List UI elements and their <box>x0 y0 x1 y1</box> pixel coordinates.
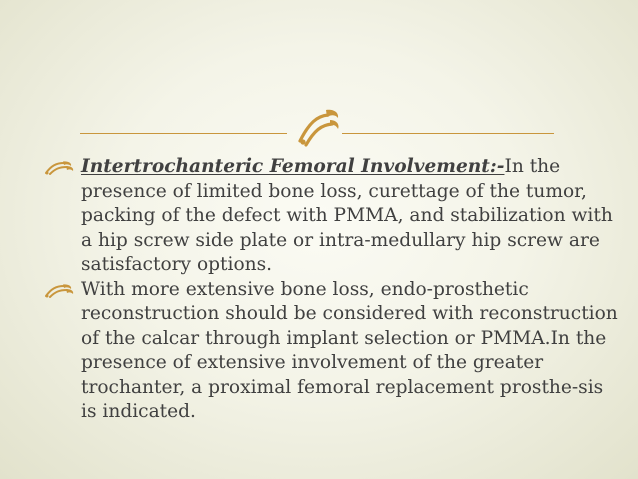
bullet-list <box>44 155 619 425</box>
flourish-bullet-icon <box>44 161 76 175</box>
header-divider-right <box>342 133 554 134</box>
bullet-text: In the presence of limited bone loss, curettage of the tumor, packing of the defect with PMMA, and stabilization with a hip screw side plate or intra-medullary hip screw are satisfactory options. <box>81 156 613 275</box>
bullet-term: Intertrochanteric Femoral Involvement:- <box>81 156 505 177</box>
header-divider-left <box>80 133 287 134</box>
bullet-text: With more extensive bone loss, endo-prosthetic reconstruction should be considered with reconstruction of the calcar through implant selection or PMMA.In the presence of extensive involvement of the greater trochanter, a proximal femoral replacement prosthe-sis is indicated. <box>81 278 618 422</box>
flourish-bullet-icon <box>44 284 76 298</box>
bullet-item <box>44 278 619 425</box>
flourish-icon <box>297 107 341 147</box>
bullet-item <box>44 155 619 278</box>
